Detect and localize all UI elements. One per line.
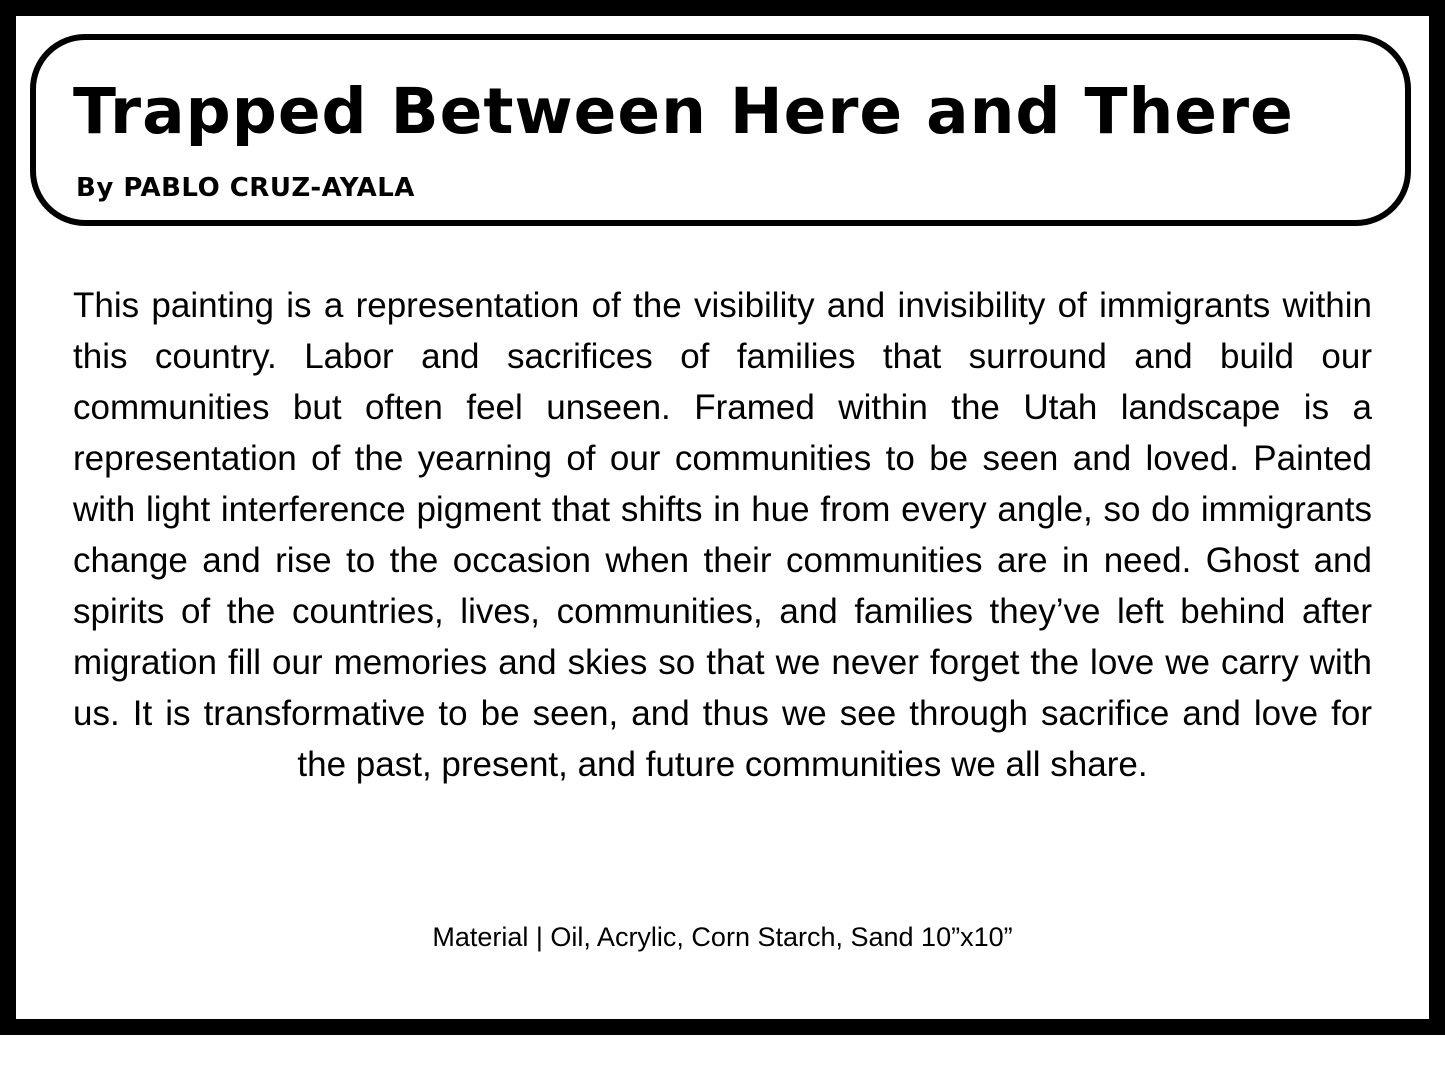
material-line: Material | Oil, Acrylic, Corn Starch, Sand 10”x10” bbox=[432, 922, 1013, 952]
artist-byline: By PABLO CRUZ-AYALA bbox=[76, 173, 415, 203]
artwork-title: Trapped Between Here and There bbox=[73, 75, 1294, 148]
title-box bbox=[30, 34, 1411, 226]
artwork-description: This painting is a representation of the visibility and invisibility of immigrants within this country. Labor and sacrifices of families that surround and build our communities but often feel unseen. Framed within the Utah landscape is a representation of the yearning of our communities to be seen and loved. Painted with light interference pigment that shifts in hue from every angle, so do immigrants change and rise to the occasion when their communities are in need. Ghost and spirits of the countries, lives, communities, and families they’ve left behind after migration fill our memories and skies so that we never forget the love we carry with us. It is transformative to be seen, and thus we see through sacrifice and love for the past, present, and future communities we all share. bbox=[73, 286, 1372, 784]
